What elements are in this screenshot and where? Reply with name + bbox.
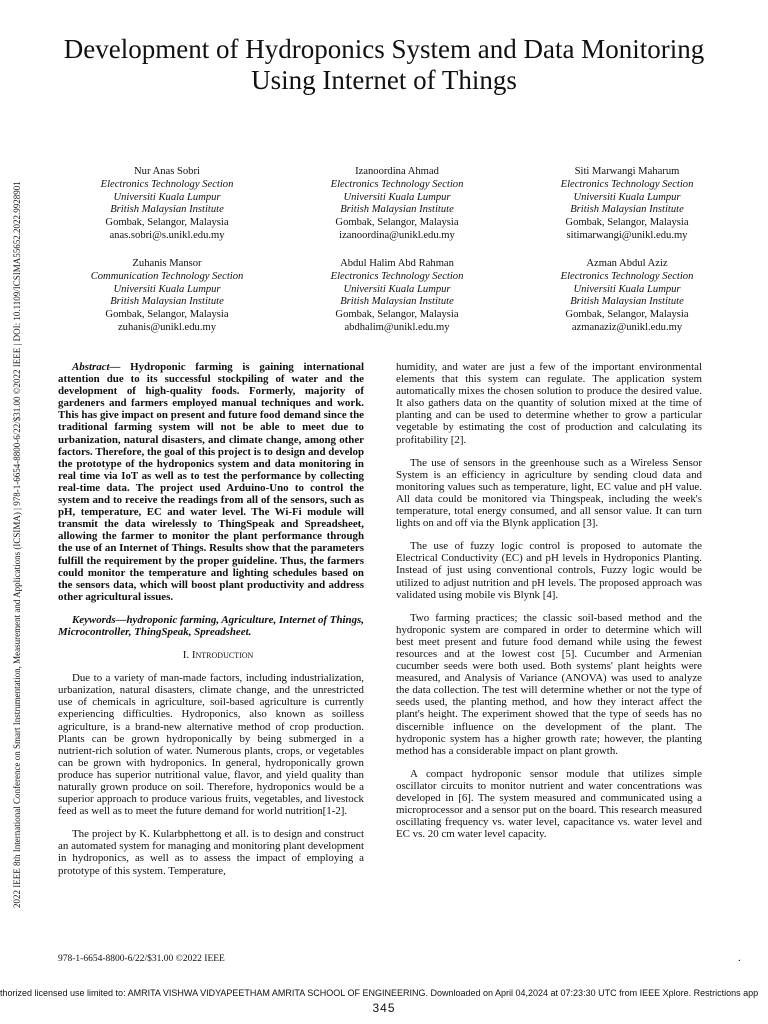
body-paragraph: Due to a variety of man-made factors, including industrialization, urbanization, natural disasters, climate change, and the unrestricted use of chemicals in agriculture, soil-based agriculture is currently experiencing difficulties. Hydroponics, also known as soilless agriculture, is a brand-new alternative method of crop production. Plants can be grown hydroponically by being submerged in a nutrient-rich solution of water. Numerous plants, crops, or vegetables can be grown with hydroponics. In general, hydroponically grown produce has superior nutritional value, flavor, and yield quality than naturally grown produce on soil. Therefore, hydroponics would be a superior approach to produce various fruits, vegetables, and livestock feed as well as to meet the future demand for world nutrition[1-2]. xyxy=(58,672,364,818)
section-heading xyxy=(58,649,364,661)
abstract-label: Abstract— xyxy=(72,361,121,373)
author-row xyxy=(52,258,742,350)
author-section: Electronics Technology Section xyxy=(330,178,464,190)
body-paragraph: humidity, and water are just a few of the important environmental elements that this system can regulate. The application system automatically mixes the chosen solution to produce the desired value. It also gathers data on the quantity of solution mixed at the time of planting and can be used to determine whether to grow a particular vegetable by estimating the cost of production and calculating its profitability [2]. xyxy=(396,361,702,446)
author-section: Communication Technology Section xyxy=(90,270,244,282)
author-location: Gombak, Selangor, Malaysia xyxy=(105,309,229,321)
author-university: Universiti Kuala Lumpur xyxy=(343,283,451,295)
body-paragraph: The use of fuzzy logic control is proposed to automate the Electrical Conductivity (EC) and pH levels in Hydroponics Planting. Instead of just using conventional controls, Fuzzy logic would be utilized to adjust nutrition and pH levels. The proposed approach was validated using mobile vis Blynk [4]. xyxy=(396,540,702,601)
author-email[interactable]: anas.sobri@s.unikl.edu.my xyxy=(109,229,225,241)
copyright-footer: 978-1-6654-8800-6/22/$31.00 ©2022 IEEE xyxy=(58,954,225,964)
author-email[interactable]: azmanaziz@unikl.edu.my xyxy=(571,321,683,333)
author-institute: British Malaysian Institute xyxy=(110,204,224,216)
author-institute: British Malaysian Institute xyxy=(340,296,454,308)
author-name: Siti Marwangi Maharum xyxy=(574,166,680,177)
paper-title: Development of Hydroponics System and Data Monitoring Using Internet of Things xyxy=(63,34,705,95)
author-block xyxy=(52,166,742,350)
conference-side-note: 2022 IEEE 8th International Conference on Smart Instrumentation, Measurement and Applications (ICSIMA) | 978-1-6654-8800-6/22/$31.00 ©2022 IEEE | DOI: 10.1109/ICSIMA55652.2022.9928901 xyxy=(12,181,22,908)
left-column xyxy=(58,361,364,888)
author-section: Electronics Technology Section xyxy=(330,270,464,282)
author-name: Abdul Halim Abd Rahman xyxy=(340,258,454,269)
author-email[interactable]: izanoordina@unikl.edu.my xyxy=(339,229,455,241)
author-row xyxy=(52,166,742,258)
author-location: Gombak, Selangor, Malaysia xyxy=(105,217,229,229)
author-card xyxy=(52,258,282,350)
author-card xyxy=(512,166,742,258)
section-title: Introduction xyxy=(191,649,254,662)
author-university: Universiti Kuala Lumpur xyxy=(343,191,451,203)
author-name: Azman Abdul Aziz xyxy=(586,258,668,269)
license-banner: thorized licensed use limited to: AMRITA VISHWA VIDYAPEETHAM AMRITA SCHOOL OF ENGINEERING. Downloaded on April 04,2024 at 07:23:30 UTC from IEEE Xplore. Restrictions app xyxy=(0,988,759,998)
page-number: 345 xyxy=(372,1001,396,1015)
right-column xyxy=(396,361,702,851)
body-paragraph: The project by K. Kularbphettong et all. is to design and construct an automated system for managing and monitoring plant development in hydroponics, as well as to assess the impact of employing a prototype of this system. Temperature, xyxy=(58,828,364,877)
author-university: Universiti Kuala Lumpur xyxy=(573,283,681,295)
body-paragraph: Two farming practices; the classic soil-based method and the hydroponic system are compared in order to determine which will best meet present and future food demand while using the fewest resources and at the lowest cost [5]. Cucumber and Armenian cucumber seeds were both used. Both systems' plant heights were measured, and Analysis of Variance (ANOVA) was used to analyze the data collection. The test will determine whether or not the type of seeds used, the planting method, and how they interact affect the plant's height. The experiment showed that the type of seeds has no discernible influence on the development of the plant. The hydroponic system has a higher growth rate; however, the planting method has a considerable impact on plant growth. xyxy=(396,611,702,757)
author-name: Nur Anas Sobri xyxy=(134,166,200,177)
author-email[interactable]: zuhanis@unikl.edu.my xyxy=(117,321,217,333)
author-location: Gombak, Selangor, Malaysia xyxy=(565,217,689,229)
section-number: I. xyxy=(182,649,190,662)
author-email[interactable]: sitimarwangi@unikl.edu.my xyxy=(566,229,688,241)
author-location: Gombak, Selangor, Malaysia xyxy=(335,217,459,229)
author-institute: British Malaysian Institute xyxy=(570,296,684,308)
author-section: Electronics Technology Section xyxy=(560,270,694,282)
author-card xyxy=(282,258,512,350)
author-name: Zuhanis Mansor xyxy=(132,258,202,269)
abstract xyxy=(58,361,364,603)
author-card xyxy=(52,166,282,258)
author-section: Electronics Technology Section xyxy=(100,178,234,190)
author-card xyxy=(512,258,742,350)
body-paragraph: A compact hydroponic sensor module that utilizes simple oscillator circuits to monitor nutrient and water concentrations was developed in [6]. The system measured and communicated using a microprocessor and a sensor put on the board. This research measured oscillating frequency vs. water level, capacitance vs. water level and EC vs. 20 cm water level capacity. xyxy=(396,767,702,841)
author-card xyxy=(282,166,512,258)
author-university: Universiti Kuala Lumpur xyxy=(113,191,221,203)
author-location: Gombak, Selangor, Malaysia xyxy=(335,309,459,321)
keywords: Keywords—hydroponic farming, Agriculture, Internet of Things, Microcontroller, ThingSpeak, Spreadsheet. xyxy=(58,613,364,638)
abstract-text: Hydroponic farming is gaining international attention due to its successful stockpiling of water and the development of high-quality foods. Formerly, majority of gardeners and farmers employed manual techniques and work. This has give impact on present and future food demand since the traditional farming system will not be able to meet due to urbanization, natural disasters, and climate change, among other factors. Therefore, the goal of this project is to design and develop the prototype of the hydroponics system and data monitoring in real time via IoT as well as to test the performance by collecting real-time data. The project used Arduino-Uno to control the system and to receive the readings from all of the sensors, such as pH, temperature, EC and water level. The Wi-Fi module will transmit the data wirelessly to ThingSpeak and Spreadsheet, allowing the farmer to monitor the plant performance through the use of an Internet of Things. Results show that the parameters fulfill the requirement by the proper guideline. Thus, the farmers could monitor the temperature and lighting schedules based on the sensors data, which will boost plant productivity and address other agricultural issues. xyxy=(58,361,364,603)
author-university: Universiti Kuala Lumpur xyxy=(573,191,681,203)
author-email[interactable]: abdhalim@unikl.edu.my xyxy=(344,321,450,333)
author-institute: British Malaysian Institute xyxy=(110,296,224,308)
author-institute: British Malaysian Institute xyxy=(340,204,454,216)
author-name: Izanoordina Ahmad xyxy=(355,166,439,177)
author-location: Gombak, Selangor, Malaysia xyxy=(565,309,689,321)
stray-dot: . xyxy=(738,952,741,964)
body-paragraph: The use of sensors in the greenhouse such as a Wireless Sensor System is an efficiency in agriculture by sending cloud data and monitoring values such as temperature, light, EC value and pH value. All data could be monitored via Thingspeak, including the week's temperature, total energy consumed, and all sensor value. It can turn lights on and off via the Blynk application [3]. xyxy=(396,456,702,530)
author-university: Universiti Kuala Lumpur xyxy=(113,283,221,295)
author-section: Electronics Technology Section xyxy=(560,178,694,190)
author-institute: British Malaysian Institute xyxy=(570,204,684,216)
